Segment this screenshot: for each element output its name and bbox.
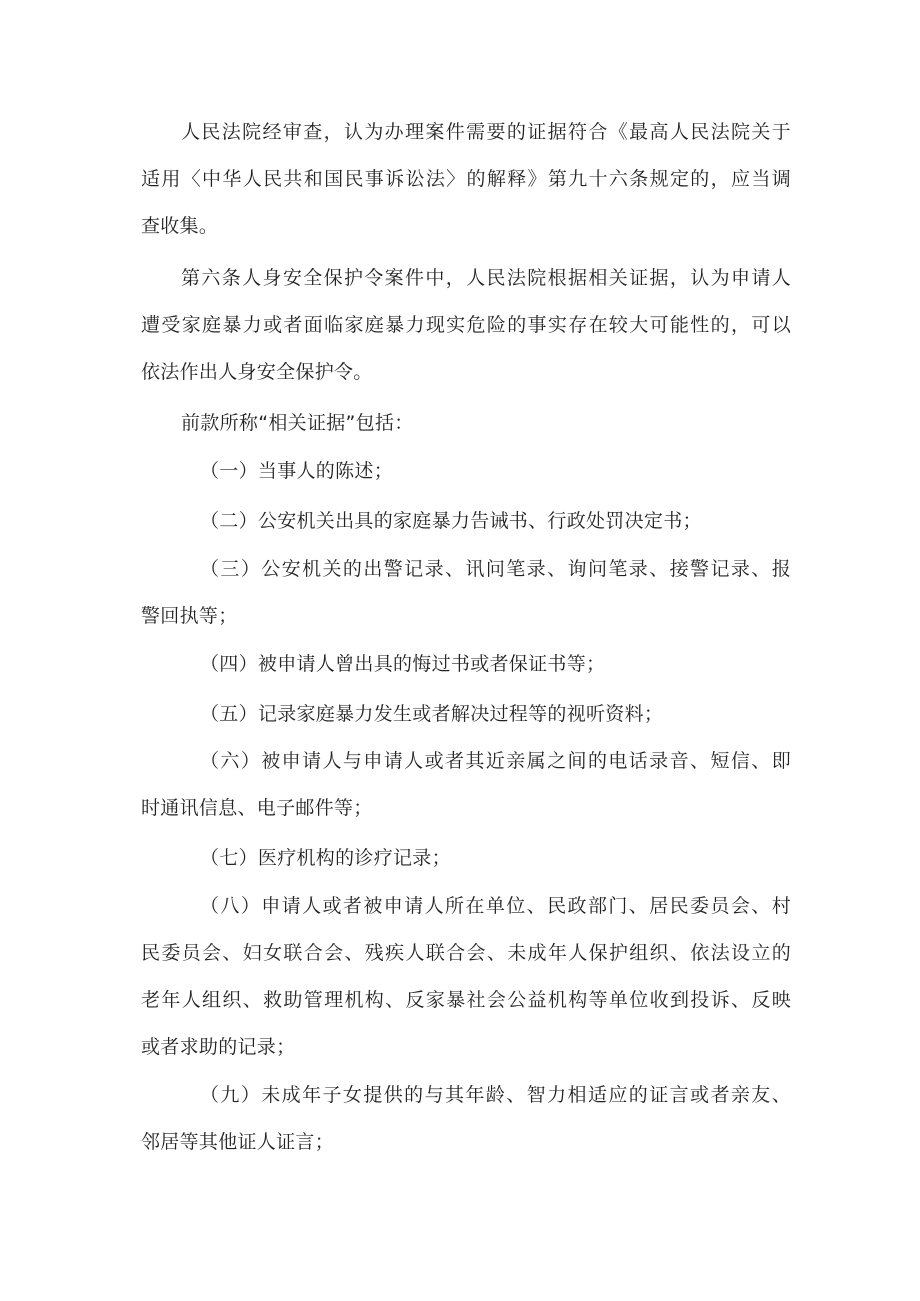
paragraph-line: 依法作出人身安全保护令。 — [141, 361, 373, 383]
list-item: （八）申请人或者被申请人所在单位、民政部门、居民委员会、村 — [200, 895, 791, 917]
list-item: （五）记录家庭暴力发生或者解决过程等的视听资料； — [200, 703, 664, 725]
paragraph-line: 第六条人身安全保护令案件中，人民法院根据相关证据，认为申请人 — [181, 267, 791, 289]
list-item: （四）被申请人曾出具的悔过书或者保证书等； — [200, 653, 606, 675]
paragraph-line: 查收集。 — [141, 215, 219, 237]
paragraph-line: 遭受家庭暴力或者面临家庭暴力现实危险的事实存在较大可能性的，可以 — [141, 314, 791, 336]
list-item: （三）公安机关的出警记录、讯问笔录、询问笔录、接警记录、报 — [200, 558, 791, 580]
list-item-continuation: 老年人组织、救助管理机构、反家暴社会公益机构等单位收到投诉、反映 — [141, 989, 791, 1011]
paragraph-line: 人民法院经审查，认为办理案件需要的证据符合《最高人民法院关于 — [181, 121, 791, 143]
list-item: （六）被申请人与申请人或者其近亲属之间的电话录音、短信、即 — [200, 750, 791, 772]
list-item: （七）医疗机构的诊疗记录； — [200, 847, 451, 869]
list-item: （九）未成年子女提供的与其年龄、智力相适应的证言或者亲友、 — [200, 1084, 791, 1106]
list-item-continuation: 警回执等； — [141, 605, 238, 627]
list-item-continuation: 邻居等其他证人证言； — [141, 1131, 335, 1153]
list-item-continuation: 或者求助的记录； — [141, 1036, 296, 1058]
paragraph-line: 适用〈中华人民共和国民事诉讼法〉的解释》第九十六条规定的，应当调 — [141, 168, 791, 190]
list-item: （一）当事人的陈述； — [200, 460, 394, 482]
paragraph-line: 前款所称“相关证据”包括： — [181, 412, 414, 434]
list-item: （二）公安机关出具的家庭暴力告诫书、行政处罚决定书； — [200, 510, 702, 532]
list-item-continuation: 时通讯信息、电子邮件等； — [141, 797, 373, 819]
list-item-continuation: 民委员会、妇女联合会、残疾人联合会、未成年人保护组织、依法设立的 — [141, 942, 791, 964]
